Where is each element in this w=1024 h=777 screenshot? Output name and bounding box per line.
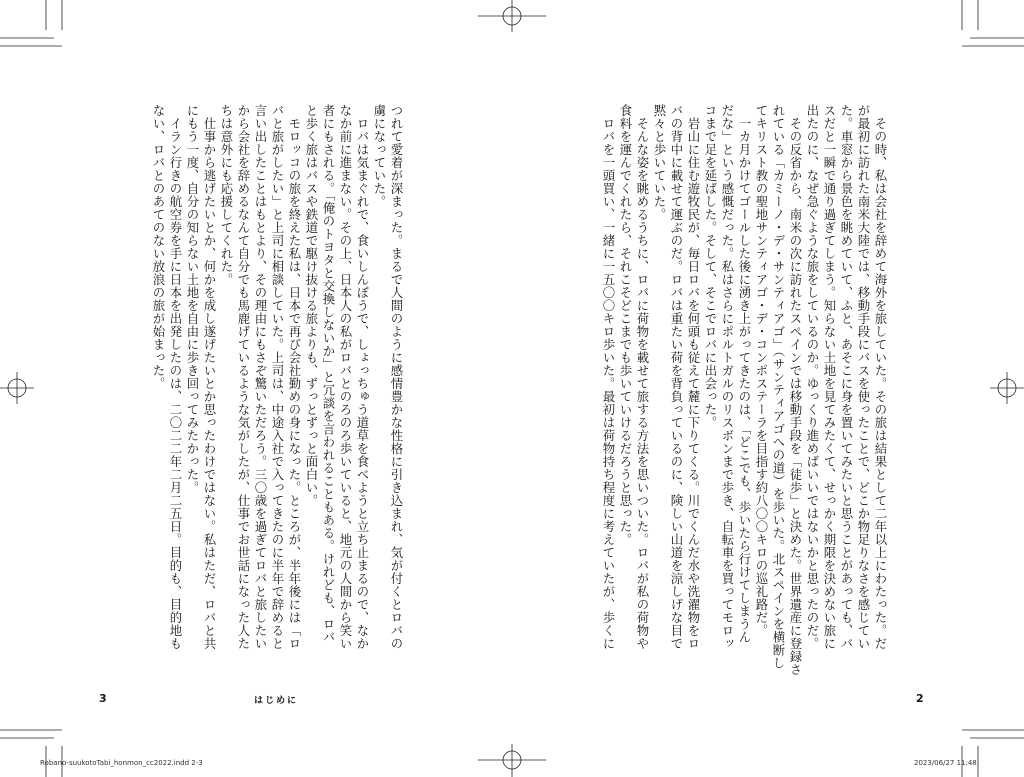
text-line: つれて愛着が深まった。まるで人間のように感情豊かな性格に引き込まれ、気が付くとロバの	[389, 104, 404, 650]
slug-filename: Robano-suukotoTabi_honmon_cc2022.indd 2-3	[40, 759, 203, 767]
text-line: 一カ月かけてゴールした後に湧き上がってきたのは、「どこでも、歩いたら行けてしまうん	[737, 104, 752, 644]
text-line: ちは意外にも応援してくれた。	[219, 104, 234, 286]
text-line: なか前に進まない。その上、日本人の私がロバとのろのろ歩いていると、地元の人間から笑い	[338, 104, 353, 650]
text-line: が最初に訪れた南米大陸では、移動手段にバスを使ったことで、どこか物足りなさを感じてい	[856, 104, 871, 650]
text-line: バの背中に載せて運ぶのだ。ロバは重たい荷を背負っているのに、険しい山道を涼しげな目で	[669, 104, 684, 650]
text-line: ない、ロバとのあてのない放浪の旅が始まった。	[151, 104, 166, 390]
left-page-body	[150, 104, 405, 650]
text-line: 仕事から逃げたいとか、何かを成し遂げたいとか思ったわけではない。私はただ、ロバと共	[202, 104, 217, 650]
text-line: 出たのに、なぜ急ぐような旅をしているのか。ゆっくり進めばいいではないかと思ったのだ。	[805, 104, 820, 650]
page-number-left: 3	[99, 692, 107, 705]
text-line: コまで足を延ばした。そして、そこでロバに出会った。	[703, 104, 718, 429]
text-line: その反省から、南米の次に訪れたスペインでは移動手段を「徒歩」と決めた。世界遺産に登録さ	[788, 104, 803, 676]
slug-datetime: 2023/06/27 11:48	[914, 759, 977, 767]
text-line: た。車窓から景色を眺めていて、ふと、あそこに身を置いてみたいと思うことがあっても、バ	[839, 104, 854, 650]
text-line: てキリスト教の聖地サンティアゴ・デ・コンポステーラを目指す約八〇〇キロの巡礼路だ。	[754, 104, 769, 637]
text-line: 言い出したことはもとより、その理由にもさぞ驚いただろう。三〇歳を過ぎてロバと旅したい	[253, 104, 268, 650]
text-line: れている「カミーノ・デ・サンティアゴ」（サンティアゴへの道）を歩いた。北スペインを横断し	[771, 104, 786, 670]
right-page-body	[600, 104, 889, 676]
text-line: ロバを一頭買い、一緒に一五〇〇キロ歩いた。最初は荷物持ち程度に考えていたが、歩くに	[601, 104, 616, 650]
text-line: にもう一度、自分の知らない土地を自由に歩き回ってみたかった。	[185, 104, 200, 494]
text-line: ロバは気まぐれで、食いしんぼうで、しょっちゅう道草を食べようと立ち止まるので、なか	[355, 104, 370, 650]
text-line: バと旅がしたい」と上司に相談していた。上司は、中途入社で入ってきたのに半年で辞めると	[270, 104, 285, 650]
text-line: と歩く旅はバスや鉄道で駆け抜ける旅よりも、ずっとずっと面白い。	[304, 104, 319, 507]
text-line: そんな姿を眺めるうちに、ロバに荷物を載せて旅する方法を思いついた。ロバが私の荷物や	[635, 104, 650, 650]
page-number-right: 2	[916, 692, 924, 705]
text-line: 者にもされる。「俺のトヨタと交換しないか」と冗談を言われることもある。けれども、ロバ	[321, 104, 336, 644]
text-line: スだと一瞬で通り過ぎてしまう。知らない土地を見てみたくて、せっかく期限を決めない旅に	[822, 104, 837, 650]
running-head: はじめに	[254, 696, 299, 706]
text-line: から会社を辞めるなんて自分でも馬鹿げているような気がしたが、仕事でお世話になった人た	[236, 104, 251, 650]
text-line: その時、私は会社を辞めて海外を旅していた。その旅は結果として二年以上にわたった。だ	[873, 104, 888, 650]
text-line: だな」という感慨だった。私はさらにポルトガルのリスボンまで歩き、自転車を買ってモロッ	[720, 104, 735, 650]
text-line: 黙々と歩いていた。	[652, 104, 667, 221]
text-line: 食料を運んでくれたら、それこそどこまでも歩いていけるだろうと思った。	[618, 104, 633, 546]
text-line: モロッコの旅を終えた私は、日本で再び会社勤めの身になった。ところが、半年後には「ロ	[287, 104, 302, 650]
text-line: 岩山に住む遊牧民が、毎日ロバを何頭も従えて麓に下りてくる。川でくんだ水や洗濯物をロ	[686, 104, 701, 650]
text-line: 虜になっていた。	[372, 104, 387, 208]
text-line: イラン行きの航空券を手に日本を出発したのは、二〇二二年二月二五日。目的も、目的地も	[168, 104, 183, 650]
